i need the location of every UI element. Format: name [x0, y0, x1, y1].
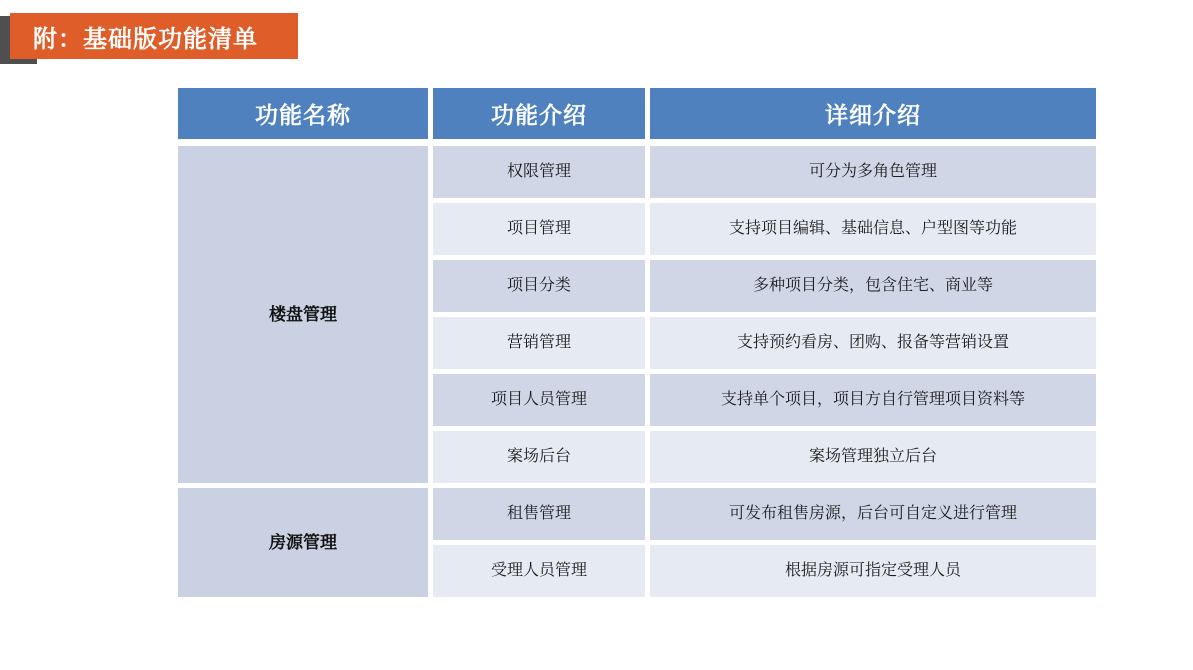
column-header-feature-name: 功能名称 — [178, 88, 428, 139]
feature-cell: 营销管理 — [433, 317, 645, 369]
detail-cell: 支持项目编辑、基础信息、户型图等功能 — [650, 203, 1096, 255]
detail-cell: 可发布租售房源，后台可自定义进行管理 — [650, 488, 1096, 540]
column-header-detail-intro: 详细介绍 — [650, 88, 1096, 139]
feature-table — [178, 88, 1097, 597]
detail-cell: 多种项目分类，包含住宅、商业等 — [650, 260, 1096, 312]
column-header-feature-intro: 功能介绍 — [433, 88, 645, 139]
detail-cell: 根据房源可指定受理人员 — [650, 545, 1096, 597]
detail-cell: 可分为多角色管理 — [650, 146, 1096, 198]
feature-cell: 案场后台 — [433, 431, 645, 483]
table-header-row — [178, 88, 1097, 139]
feature-cell: 租售管理 — [433, 488, 645, 540]
detail-cell: 支持预约看房、团购、报备等营销设置 — [650, 317, 1096, 369]
table-body — [178, 146, 1097, 597]
detail-cell: 案场管理独立后台 — [650, 431, 1096, 483]
feature-cell: 项目管理 — [433, 203, 645, 255]
group-cell-building-management: 楼盘管理 — [178, 146, 428, 483]
feature-cell: 项目人员管理 — [433, 374, 645, 426]
feature-cell: 权限管理 — [433, 146, 645, 198]
feature-cell: 受理人员管理 — [433, 545, 645, 597]
detail-cell: 支持单个项目，项目方自行管理项目资料等 — [650, 374, 1096, 426]
group-cell-housing-management: 房源管理 — [178, 488, 428, 597]
slide-title: 附：基础版功能清单 — [10, 13, 298, 59]
feature-cell: 项目分类 — [433, 260, 645, 312]
